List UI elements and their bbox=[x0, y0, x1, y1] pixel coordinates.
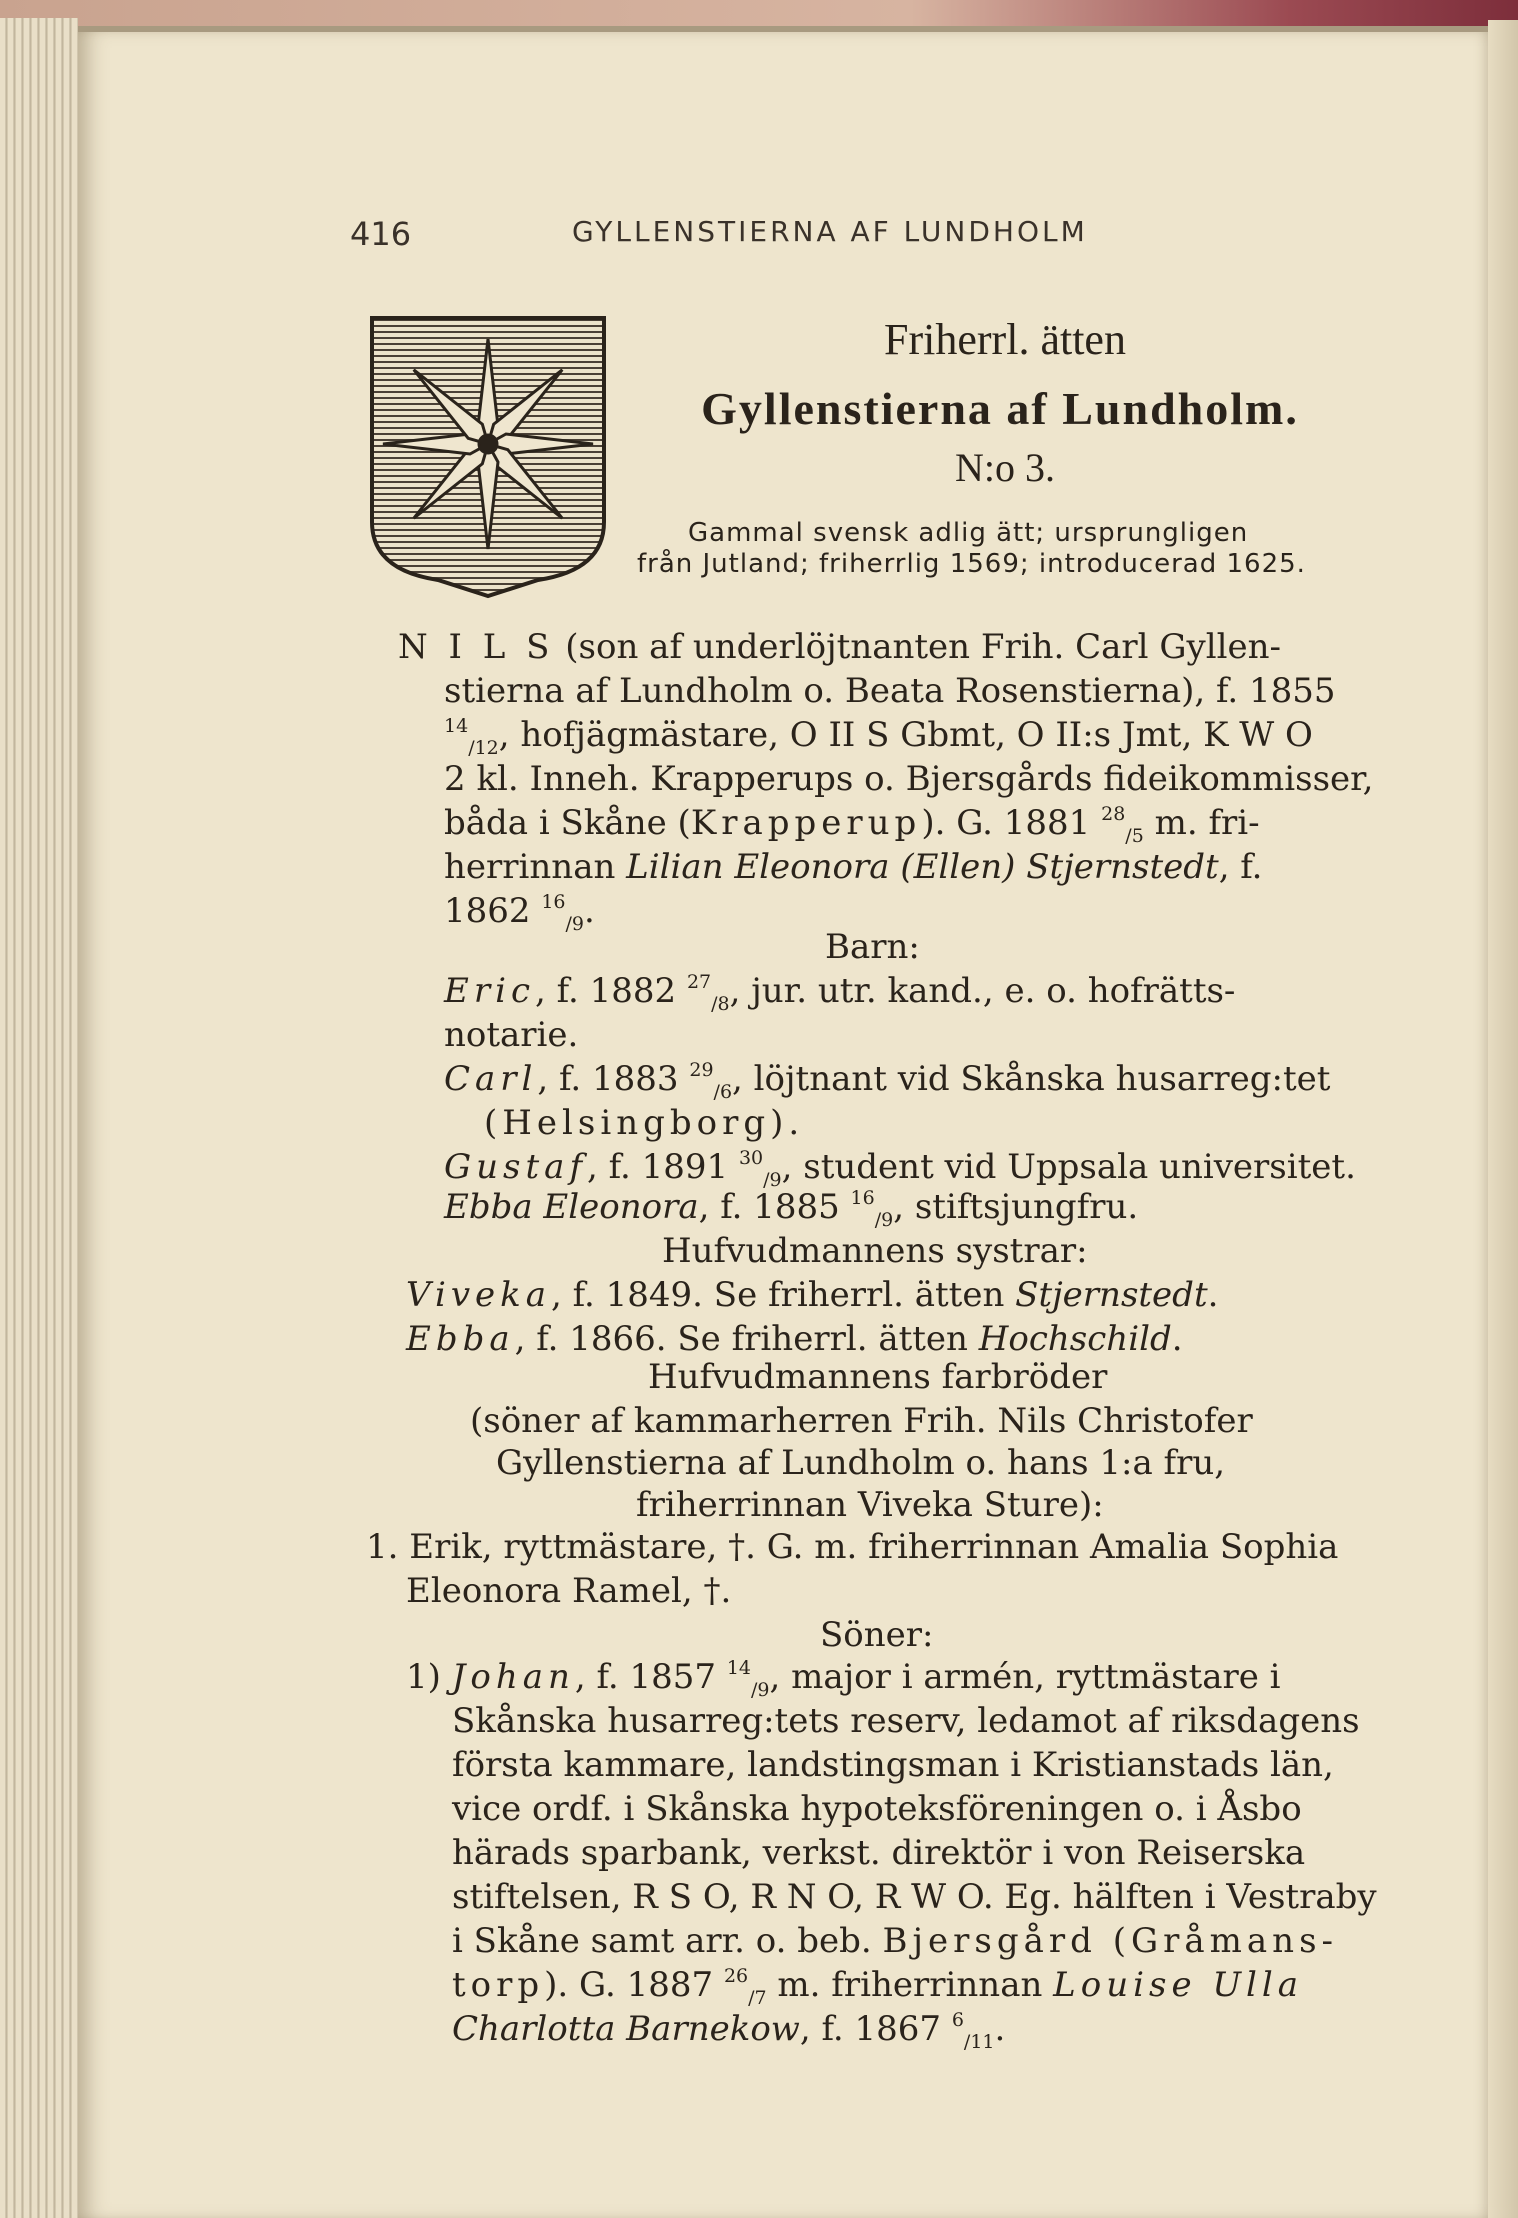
sister-name: Viveka bbox=[406, 1275, 552, 1315]
nils-line-1 bbox=[398, 627, 1281, 667]
date-sup: 30 bbox=[738, 1147, 764, 1169]
child-text: , jur. utr. kand., e. o. hofrätts- bbox=[729, 971, 1236, 1011]
right-margin bbox=[1488, 20, 1518, 2218]
farbroder-para-2: Gyllenstierna af Lundholm o. hans 1:a fru, bbox=[496, 1443, 1226, 1483]
sister-viveka bbox=[406, 1275, 1219, 1315]
johan-text: . bbox=[994, 2009, 1006, 2049]
sister-text: , f. 1849. Se friherrl. ätten bbox=[551, 1275, 1016, 1315]
nils-text: , hofjägmästare, O II S Gbmt, O II:s Jmt, K W O bbox=[498, 715, 1313, 755]
date-sub: /7 bbox=[748, 1986, 767, 2009]
running-title: GYLLENSTIERNA AF LUNDHOLM bbox=[572, 215, 1088, 248]
spouse-name: Louise Ulla bbox=[1053, 1965, 1304, 2005]
date-sub: /9 bbox=[565, 912, 585, 935]
date-sup: 26 bbox=[723, 1965, 749, 1987]
farbroder-para-3: friherrinnan Viveka Sture): bbox=[636, 1485, 1104, 1525]
date-sup: 6 bbox=[951, 2009, 964, 2031]
date-sub: /8 bbox=[711, 992, 730, 1015]
date-sub: /12 bbox=[468, 736, 499, 759]
child-name: Gustaf bbox=[444, 1147, 588, 1187]
erik-line-1: 1. Erik, ryttmästare, †. G. m. friherrinnan Amalia Sophia bbox=[366, 1527, 1339, 1567]
child-text: , löjtnant vid Skånska husarreg:tet bbox=[732, 1059, 1331, 1099]
johan-line-8 bbox=[452, 1965, 1304, 2009]
johan-text: m. friherrinnan bbox=[766, 1965, 1054, 2005]
page-number: 416 bbox=[350, 215, 412, 253]
nils-text: (son af underlöjtnanten Frih. Carl Gyllen- bbox=[554, 627, 1281, 667]
sister-text: , f. 1866. Se friherrl. ätten bbox=[514, 1319, 979, 1359]
child-text: , stiftsjungfru. bbox=[893, 1187, 1139, 1227]
child-name: Carl bbox=[444, 1059, 538, 1099]
child-eric bbox=[444, 971, 1236, 1015]
johan-line-6: stiftelsen, R S O, R N O, R W O. Eg. hälften i Vestraby bbox=[452, 1877, 1377, 1917]
nils-text: . bbox=[584, 891, 595, 931]
title-subtitle-1: Gammal svensk adlig ätt; ursprungligen bbox=[688, 518, 1249, 548]
estate-name: Krapperup bbox=[690, 803, 922, 843]
title-line-3: N:o 3. bbox=[955, 445, 1055, 490]
soner-heading: Söner: bbox=[820, 1615, 934, 1655]
nils-line-3 bbox=[444, 715, 1313, 759]
erik-line-2: Eleonora Ramel, †. bbox=[406, 1571, 732, 1611]
nils-line-2: stierna af Lundholm o. Beata Rosenstierna), f. 1855 bbox=[444, 671, 1336, 711]
johan-line-5: härads sparbank, verkst. direktör i von Reiserska bbox=[452, 1833, 1306, 1873]
nils-text: , f. bbox=[1218, 847, 1263, 887]
date-sup: 16 bbox=[850, 1187, 875, 1209]
date-sub: /5 bbox=[1125, 824, 1144, 847]
johan-text: 1) bbox=[406, 1657, 452, 1697]
date-sup: 14 bbox=[726, 1657, 752, 1679]
child-text: , student vid Uppsala universitet. bbox=[781, 1147, 1356, 1187]
family-link: Hochschild bbox=[978, 1319, 1172, 1359]
page-edges bbox=[0, 18, 78, 2218]
date-sup: 27 bbox=[686, 971, 712, 993]
title-line-1: Friherrl. ätten bbox=[884, 315, 1126, 364]
title-line-2: Gyllenstierna af Lundholm. bbox=[701, 383, 1299, 434]
date-sup: 14 bbox=[444, 715, 469, 737]
child-text: , f. 1891 bbox=[587, 1147, 739, 1187]
nils-text: 1862 bbox=[444, 891, 542, 931]
johan-line-3: första kammare, landstingsman i Kristianstads län, bbox=[452, 1745, 1334, 1785]
sister-ebba bbox=[406, 1319, 1183, 1359]
child-text: , f. 1883 bbox=[537, 1059, 690, 1099]
johan-text: i Skåne samt arr. o. beb. bbox=[452, 1921, 883, 1961]
sister-text: . bbox=[1207, 1275, 1219, 1315]
child-ebba bbox=[444, 1187, 1139, 1231]
date-sup: 16 bbox=[541, 891, 566, 913]
date-sup: 29 bbox=[689, 1059, 714, 1081]
estate-name: torp bbox=[452, 1965, 545, 2005]
sister-text: . bbox=[1171, 1319, 1183, 1359]
date-sub: /6 bbox=[713, 1080, 733, 1103]
johan-line-1 bbox=[406, 1657, 1281, 1701]
systrar-heading: Hufvudmannens systrar: bbox=[662, 1231, 1088, 1271]
child-name: Eric bbox=[444, 971, 535, 1011]
child-eric-cont: notarie. bbox=[444, 1015, 579, 1055]
nils-line-5 bbox=[444, 803, 1260, 847]
johan-line-9 bbox=[452, 2009, 1006, 2053]
book-cover-edge bbox=[0, 0, 1518, 26]
child-carl-cont: (Helsingborg). bbox=[484, 1103, 805, 1143]
nils-line-7 bbox=[444, 891, 595, 935]
johan-text: , f. 1857 bbox=[574, 1657, 727, 1697]
date-sub: /9 bbox=[751, 1678, 770, 1701]
farbroder-heading: Hufvudmannens farbröder bbox=[648, 1357, 1108, 1397]
son-name: Johan bbox=[451, 1657, 575, 1697]
child-name: Ebba Eleonora bbox=[444, 1187, 699, 1227]
nils-text: herrinnan bbox=[444, 847, 627, 887]
family-link: Stjernstedt bbox=[1015, 1275, 1208, 1315]
nils-name: N I L S bbox=[398, 627, 555, 667]
sister-name: Ebba bbox=[406, 1319, 515, 1359]
johan-line-4: vice ordf. i Skånska hypoteksföreningen o. i Åsbo bbox=[452, 1789, 1302, 1829]
nils-line-4: 2 kl. Inneh. Krapperups o. Bjersgårds fideikommisser, bbox=[444, 759, 1374, 799]
spouse-name: Charlotta Barnekow bbox=[452, 2009, 800, 2049]
child-text: , f. 1882 bbox=[535, 971, 687, 1011]
johan-line-7 bbox=[452, 1921, 1339, 1961]
date-sub: /11 bbox=[963, 2030, 995, 2053]
johan-text: ). G. 1887 bbox=[544, 1965, 724, 2005]
nils-line-6 bbox=[444, 847, 1263, 887]
title-subtitle-2: från Jutland; friherrlig 1569; introducerad 1625. bbox=[637, 549, 1306, 579]
child-gustaf bbox=[444, 1147, 1356, 1191]
nils-text: ). G. 1881 bbox=[921, 803, 1102, 843]
coat-of-arms-star-icon bbox=[368, 312, 608, 602]
johan-text: , f. 1867 bbox=[799, 2009, 952, 2049]
nils-text: m. fri- bbox=[1143, 803, 1260, 843]
nils-text: båda i Skåne ( bbox=[444, 803, 691, 843]
spouse-name: Lilian Eleonora (Ellen) Stjernstedt bbox=[626, 847, 1219, 887]
date-sup: 28 bbox=[1101, 803, 1126, 825]
johan-line-2: Skånska husarreg:tets reserv, ledamot af riksdagens bbox=[452, 1701, 1360, 1741]
farbroder-para-1: (söner af kammarherren Frih. Nils Christofer bbox=[470, 1401, 1253, 1441]
johan-text: , major i armén, ryttmästare i bbox=[769, 1657, 1281, 1697]
date-sub: /9 bbox=[874, 1208, 894, 1231]
estate-name: Bjersgård (Gråmans- bbox=[882, 1921, 1339, 1961]
child-text: , f. 1885 bbox=[698, 1187, 851, 1227]
barn-heading: Barn: bbox=[825, 927, 920, 967]
child-carl bbox=[444, 1059, 1331, 1103]
date-sub: /9 bbox=[763, 1168, 782, 1191]
